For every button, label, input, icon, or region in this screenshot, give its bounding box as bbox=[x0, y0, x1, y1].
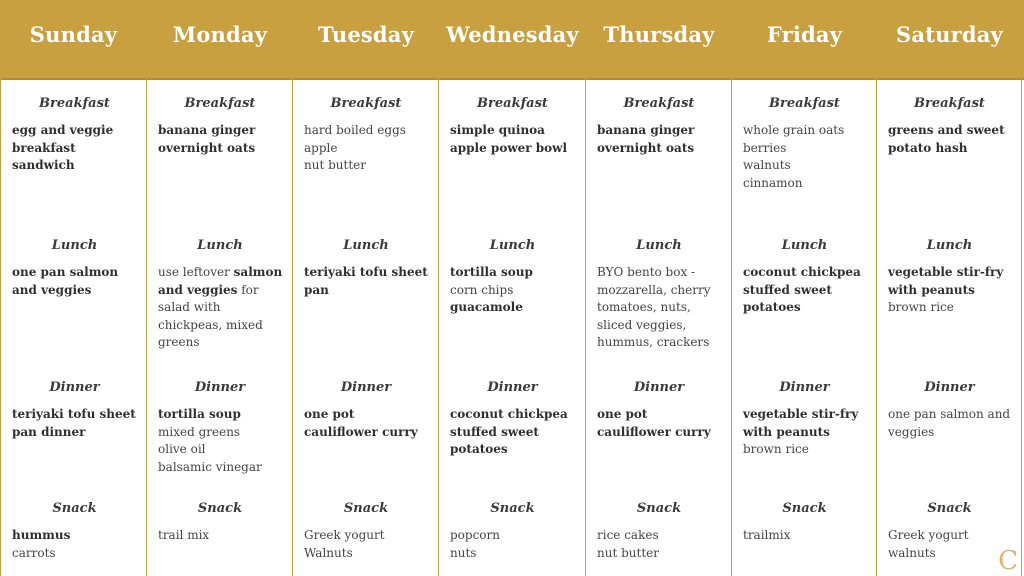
breakfast-item bbox=[743, 157, 870, 175]
item-text: greens and sweet potato hash bbox=[888, 123, 1005, 155]
item-text: whole grain oats bbox=[743, 123, 845, 137]
snack-items bbox=[304, 527, 432, 562]
snack-items bbox=[12, 527, 141, 562]
item-text: Greek yogurt bbox=[304, 528, 385, 542]
dinner-item bbox=[743, 441, 870, 459]
item-text: vegetable stir-fry with peanuts bbox=[743, 407, 859, 439]
snack-items bbox=[450, 527, 579, 562]
item-text: one pot cauliflower curry bbox=[304, 407, 418, 439]
breakfast-heading: Breakfast bbox=[39, 96, 110, 111]
dinner-items bbox=[888, 406, 1015, 441]
lunch-items bbox=[597, 264, 725, 352]
breakfast-heading: Breakfast bbox=[330, 96, 402, 111]
snack-item bbox=[888, 527, 1015, 545]
item-text: banana ginger overnight oats bbox=[597, 123, 695, 155]
snack-item bbox=[450, 545, 579, 563]
breakfast-item bbox=[158, 122, 286, 157]
day-column-sunday bbox=[0, 78, 147, 576]
item-text: hard boiled eggs bbox=[304, 123, 406, 137]
lunch-item bbox=[450, 299, 579, 317]
item-text: guacamole bbox=[450, 300, 523, 315]
breakfast-item bbox=[888, 122, 1015, 157]
lunch-item bbox=[450, 264, 579, 282]
lunch-heading: Lunch bbox=[343, 238, 389, 253]
dinner-items bbox=[743, 406, 870, 459]
day-name-friday: Friday bbox=[766, 22, 843, 47]
dinner-item bbox=[597, 406, 725, 441]
snack-items bbox=[888, 527, 1015, 562]
item-text: one pan salmon and veggies bbox=[12, 265, 119, 297]
breakfast-item bbox=[304, 157, 432, 175]
snack-item bbox=[158, 527, 286, 545]
breakfast-heading: Breakfast bbox=[623, 96, 695, 111]
breakfast-items bbox=[158, 122, 286, 157]
item-text: trail mix bbox=[158, 528, 210, 542]
day-name-monday: Monday bbox=[172, 22, 268, 47]
breakfast-item bbox=[304, 122, 432, 140]
item-text: Walnuts bbox=[304, 545, 353, 560]
item-text: Greek yogurt bbox=[888, 528, 969, 542]
lunch-heading: Lunch bbox=[489, 238, 536, 253]
dinner-heading: Dinner bbox=[487, 380, 538, 395]
dinner-heading: Dinner bbox=[340, 380, 392, 395]
day-column-tuesday bbox=[293, 78, 439, 576]
dinner-item bbox=[888, 406, 1015, 441]
dinner-heading: Dinner bbox=[924, 380, 975, 395]
day-name-tuesday: Tuesday bbox=[317, 22, 415, 47]
snack-item bbox=[450, 527, 579, 545]
snack-heading: Snack bbox=[197, 501, 243, 516]
breakfast-heading: Breakfast bbox=[769, 96, 840, 111]
item-text: cinnamon bbox=[743, 175, 803, 190]
snack-item bbox=[888, 545, 1015, 563]
lunch-item bbox=[888, 299, 1015, 317]
lunch-items bbox=[158, 264, 286, 352]
lunch-items bbox=[12, 264, 141, 299]
item-text: teriyaki tofu sheet pan dinner bbox=[12, 407, 136, 439]
item-text: one pan salmon and veggies bbox=[888, 407, 1011, 439]
item-text: teriyaki tofu sheet pan bbox=[304, 265, 428, 297]
day-name-sunday: Sunday bbox=[29, 22, 118, 47]
dinner-item bbox=[12, 406, 141, 441]
breakfast-items bbox=[597, 122, 725, 157]
item-text: nut butter bbox=[304, 158, 366, 173]
item-text: salmon and veggies bbox=[158, 265, 283, 297]
dinner-items bbox=[12, 406, 141, 441]
dinner-items bbox=[597, 406, 725, 441]
lunch-heading: Lunch bbox=[51, 238, 98, 253]
item-text: trailmix bbox=[743, 528, 791, 542]
item-text: berries bbox=[743, 140, 787, 155]
snack-item bbox=[12, 545, 141, 563]
breakfast-item bbox=[743, 140, 870, 158]
dinner-heading: Dinner bbox=[779, 380, 830, 395]
item-text: mixed greens bbox=[158, 424, 241, 439]
breakfast-items bbox=[450, 122, 579, 157]
day-column-saturday bbox=[877, 78, 1022, 576]
item-text: apple bbox=[304, 140, 338, 155]
snack-heading: Snack bbox=[782, 501, 827, 516]
breakfast-item bbox=[743, 122, 870, 140]
snack-items bbox=[597, 527, 725, 562]
day-name-thursday: Thursday bbox=[603, 22, 715, 47]
breakfast-item bbox=[743, 175, 870, 193]
dinner-item bbox=[304, 406, 432, 441]
item-text: brown rice bbox=[888, 300, 954, 315]
breakfast-items bbox=[888, 122, 1015, 157]
item-text: brown rice bbox=[743, 442, 809, 457]
snack-heading: Snack bbox=[490, 501, 535, 516]
lunch-item bbox=[304, 264, 432, 299]
dinner-heading: Dinner bbox=[194, 380, 246, 395]
dinner-item bbox=[158, 459, 286, 477]
breakfast-item bbox=[304, 140, 432, 158]
breakfast-heading: Breakfast bbox=[477, 96, 548, 111]
day-name-wednesday: Wednesday bbox=[446, 22, 579, 47]
item-text: one pot cauliflower curry bbox=[597, 407, 711, 439]
dinner-item bbox=[450, 406, 579, 459]
item-text: walnuts bbox=[888, 545, 936, 560]
lunch-items bbox=[888, 264, 1015, 317]
item-text: coconut chickpea stuffed sweet potatoes bbox=[743, 265, 861, 315]
lunch-items bbox=[304, 264, 432, 299]
snack-heading: Snack bbox=[636, 501, 682, 516]
dinner-item bbox=[158, 424, 286, 442]
lunch-item bbox=[597, 264, 725, 352]
snack-items bbox=[158, 527, 286, 545]
item-text: banana ginger overnight oats bbox=[158, 123, 256, 155]
day-name-saturday: Saturday bbox=[896, 22, 1003, 47]
lunch-item bbox=[12, 264, 141, 299]
item-text: simple quinoa apple power bowl bbox=[450, 123, 568, 155]
snack-item bbox=[597, 545, 725, 563]
day-header-bar bbox=[0, 0, 1024, 80]
item-text: balsamic vinegar bbox=[158, 459, 262, 474]
lunch-items bbox=[450, 264, 579, 317]
breakfast-item bbox=[12, 122, 141, 175]
item-text: coconut chickpea stuffed sweet potatoes bbox=[450, 407, 568, 457]
snack-item bbox=[304, 527, 432, 545]
dinner-item bbox=[743, 406, 870, 441]
lunch-heading: Lunch bbox=[197, 238, 243, 253]
dinner-items bbox=[158, 406, 286, 476]
snack-heading: Snack bbox=[52, 501, 97, 516]
lunch-heading: Lunch bbox=[636, 238, 682, 253]
item-text: tortilla soup bbox=[158, 407, 241, 421]
snack-items bbox=[743, 527, 870, 545]
dinner-heading: Dinner bbox=[49, 380, 100, 395]
lunch-item bbox=[158, 264, 286, 352]
breakfast-item bbox=[597, 122, 725, 157]
dinner-items bbox=[450, 406, 579, 459]
item-text: walnuts bbox=[743, 158, 791, 173]
snack-item bbox=[304, 545, 432, 563]
lunch-heading: Lunch bbox=[926, 238, 973, 253]
item-text: egg and veggie breakfast sandwich bbox=[12, 123, 114, 173]
brand-logo: C bbox=[998, 546, 1018, 576]
dinner-heading: Dinner bbox=[633, 380, 685, 395]
item-text: hummus bbox=[12, 528, 71, 542]
day-column-thursday bbox=[586, 78, 732, 576]
item-text: popcorn bbox=[450, 528, 500, 542]
item-text: use leftover bbox=[158, 265, 234, 279]
snack-item bbox=[12, 527, 141, 545]
dinner-items bbox=[304, 406, 432, 441]
item-text: vegetable stir-fry with peanuts bbox=[888, 265, 1004, 297]
dinner-item bbox=[158, 441, 286, 459]
day-column-friday bbox=[732, 78, 877, 576]
snack-heading: Snack bbox=[343, 501, 389, 516]
item-text: rice cakes bbox=[597, 528, 659, 542]
breakfast-heading: Breakfast bbox=[184, 96, 256, 111]
breakfast-items bbox=[12, 122, 141, 175]
lunch-heading: Lunch bbox=[781, 238, 828, 253]
breakfast-items bbox=[743, 122, 870, 192]
breakfast-items bbox=[304, 122, 432, 175]
day-column-monday bbox=[147, 78, 293, 576]
item-text: carrots bbox=[12, 545, 56, 560]
snack-heading: Snack bbox=[927, 501, 972, 516]
item-text: tortilla soup bbox=[450, 265, 533, 279]
dinner-item bbox=[158, 406, 286, 424]
item-text: nuts bbox=[450, 545, 477, 560]
item-text: corn chips bbox=[450, 282, 514, 297]
lunch-item bbox=[450, 282, 579, 300]
breakfast-item bbox=[450, 122, 579, 157]
meal-plan-grid bbox=[0, 78, 1024, 576]
lunch-items bbox=[743, 264, 870, 317]
item-text: olive oil bbox=[158, 442, 206, 457]
item-text: BYO bento box - mozzarella, cherry tomatoes, nuts, sliced veggies, hummus, crackers bbox=[597, 265, 711, 350]
item-text: for salad with chickpeas, mixed greens bbox=[158, 282, 263, 350]
lunch-item bbox=[743, 264, 870, 317]
breakfast-heading: Breakfast bbox=[914, 96, 985, 111]
day-column-wednesday bbox=[439, 78, 586, 576]
snack-item bbox=[743, 527, 870, 545]
lunch-item bbox=[888, 264, 1015, 299]
item-text: nut butter bbox=[597, 545, 659, 560]
snack-item bbox=[597, 527, 725, 545]
